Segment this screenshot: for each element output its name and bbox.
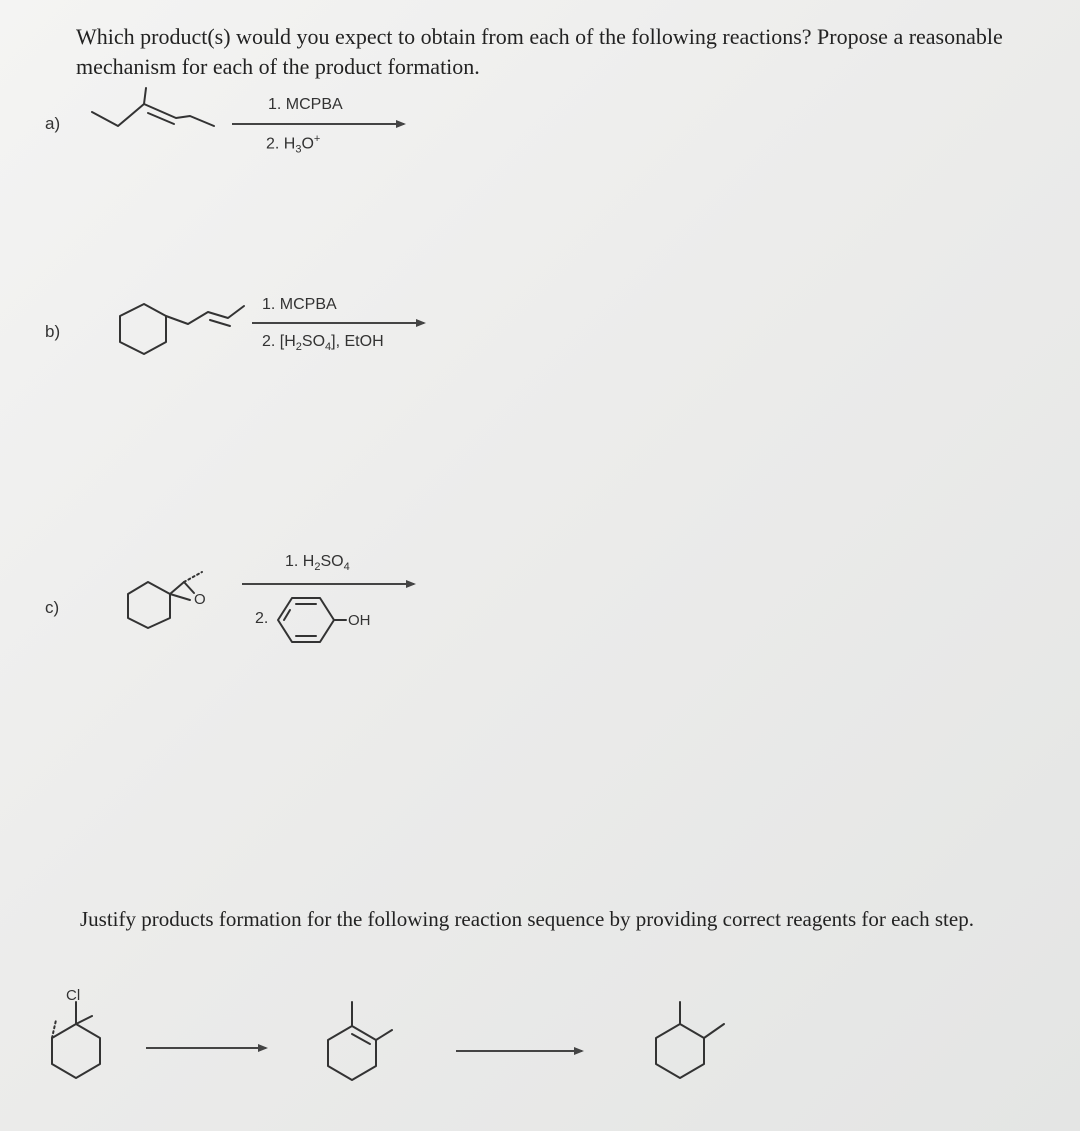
epoxide-c-structure xyxy=(120,564,220,634)
sequence-arrow-2 xyxy=(456,1050,582,1052)
alkene-d-structure xyxy=(320,996,400,1086)
alkane-d-structure xyxy=(648,994,738,1084)
reaction-a-label: a) xyxy=(45,114,61,133)
reaction-a-step2: 2. $H_3O^+$ xyxy=(266,133,321,156)
reaction-a-step1: 1. MCPBA xyxy=(268,96,343,113)
chloro-substituent: Cl xyxy=(66,987,81,1004)
reaction-b-step1: 1. MCPBA xyxy=(262,296,337,313)
alkene-a-structure xyxy=(90,82,230,132)
reaction-c-step1: 1. $H_2SO_4$ xyxy=(285,553,350,574)
reaction-b-arrow xyxy=(252,322,424,324)
question-text: Which product(s) would you expect to obtain from each of the following reactions? Propose a reasonable mechanism for each of the product formation. xyxy=(76,24,1003,79)
epoxide-oxygen: O xyxy=(194,591,206,608)
reaction-c-label: c) xyxy=(45,598,60,617)
reaction-c-arrow xyxy=(242,583,414,585)
reaction-a-arrow xyxy=(232,123,404,125)
phenol-oh: OH xyxy=(348,612,371,629)
reaction-b-step2: 2. $[H_2SO_4]$, EtOH xyxy=(262,333,384,354)
phenol-structure xyxy=(272,594,392,646)
chloride-structure xyxy=(44,984,124,1084)
sequence-question-text: Justify products formation for the following reaction sequence by providing correct reagents for each step. xyxy=(80,907,974,931)
reaction-b-label: b) xyxy=(45,322,61,341)
reaction-c-step2-number: 2. xyxy=(255,610,269,627)
sequence-arrow-1 xyxy=(146,1047,266,1049)
alkene-b-structure xyxy=(110,296,255,376)
